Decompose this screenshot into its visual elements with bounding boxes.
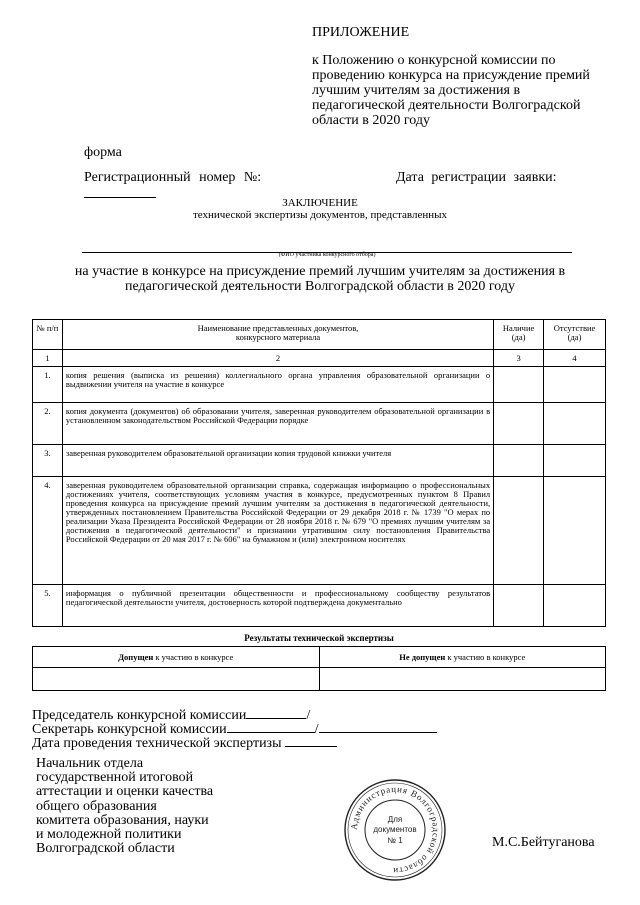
row-number: 2. (33, 403, 63, 445)
secretary-sign-line[interactable] (227, 721, 315, 733)
secretary-slash: / (314, 722, 319, 737)
row-number: 3. (33, 445, 63, 477)
table-row (33, 445, 606, 477)
row-document: копия документа (документов) об образовании учителя, заверенная руководителем образовательной организации в установленном законодательством Российской Федерации порядке (62, 403, 493, 445)
row-document: заверенная руководителем образовательной организации справка, содержащая информацию о профессиональных достижениях учителя, соответствующих условиям участия в конкурсе, предусмотренных пунктом 8 Правил проведения конкурса на присуждение премий лучшим учителям за достижения в педагогической деятельности, утвержденных постановлением Правительства Российской Федерации от 29 декабря 2018 г. № 1739 "О мерах по реализации Указа Президента Российской Федерации от 28 ноября 2018 г. № 679 "О премиях лучшим учителям за достижения в педагогической деятельности" и признании утратившим силу постановления Правительства Российской Федерации от 20 мая 2017 г. № 606" на бумажном и (или) электронном носителях (62, 477, 493, 585)
row-absent-cell[interactable] (544, 477, 606, 585)
row-number: 1. (33, 367, 63, 403)
appendix-header (312, 25, 612, 128)
header-number: № п/п (33, 320, 63, 350)
form-label: форма (84, 145, 122, 160)
chairman-sign-line[interactable] (246, 707, 306, 719)
chief-line: Волгоградской области (36, 841, 175, 857)
results-header-row (33, 647, 606, 668)
appendix-title: ПРИЛОЖЕНИЕ (312, 25, 410, 40)
registration-number-label: Регистрационный номер №: (84, 170, 262, 185)
row-document: копия решения (выписка из решения) коллегиального органа управления образовательной организации о выдвижении учителя на участие в конкурсе (62, 367, 493, 403)
col-number-3: 3 (494, 350, 544, 367)
admitted-cell[interactable] (33, 668, 320, 691)
chief-line: и молодежной политики (36, 827, 182, 843)
chief-line: Начальник отдела (36, 756, 144, 771)
row-absent-cell[interactable] (544, 585, 606, 627)
row-absent-cell[interactable] (544, 367, 606, 403)
expertise-date (32, 735, 337, 751)
chairman-label: Председатель конкурсной комиссии (32, 708, 247, 723)
expertise-date-line[interactable] (285, 735, 337, 747)
row-present-cell[interactable] (494, 403, 544, 445)
row-present-cell[interactable] (494, 585, 544, 627)
col-number-2: 2 (62, 350, 493, 367)
stamp-center-line3: № 1 (387, 836, 403, 845)
header-present: Наличие (да) (494, 320, 544, 350)
row-absent-cell[interactable] (544, 445, 606, 477)
not-admitted-header (319, 647, 606, 668)
results-title: Результаты технической экспертизы (244, 633, 394, 643)
row-present-cell[interactable] (494, 367, 544, 403)
table-row (33, 403, 606, 445)
conclusion-heading (0, 197, 640, 221)
not-admitted-cell[interactable] (319, 668, 606, 691)
documents-table (32, 319, 606, 627)
not-admitted-bold: Не допущен (399, 652, 446, 662)
admitted-bold: Допущен (118, 652, 154, 662)
stamp-center-line2: документов (373, 825, 417, 834)
chairman-slash: / (306, 708, 311, 723)
table-header-row (33, 320, 606, 350)
header-document-name: Наименование представленных документов, конкурсного материала (62, 320, 493, 350)
stamp-ring-text: Администрация Волгоградской области (348, 783, 442, 877)
chief-name: М.С.Бейтуганова (492, 835, 595, 850)
chief-line: комитета образования, науки (36, 812, 209, 828)
stamp-center-line1: Для (387, 815, 403, 824)
conclusion-title: ЗАКЛЮЧЕНИЕ (282, 197, 358, 209)
col-number-1: 1 (33, 350, 63, 367)
col-number-4: 4 (544, 350, 606, 367)
row-present-cell[interactable] (494, 477, 544, 585)
chief-line: общего образования (36, 798, 157, 814)
table-number-row (33, 350, 606, 367)
not-admitted-rest: к участию в конкурсе (445, 652, 526, 662)
secretary-name-line[interactable] (319, 721, 437, 733)
row-number: 4. (33, 477, 63, 585)
row-number: 5. (33, 585, 63, 627)
row-absent-cell[interactable] (544, 403, 606, 445)
chief-line: аттестации и оценки качества (36, 784, 214, 800)
chief-line: государственной итоговой (36, 770, 194, 786)
purpose-text: на участие в конкурсе на присуждение премий лучшим учителям за достижения в педагогической деятельности Волгоградской области в 2020 году (74, 264, 566, 294)
official-stamp (343, 778, 447, 882)
table-row (33, 477, 606, 585)
table-row (33, 367, 606, 403)
table-row (33, 585, 606, 627)
secretary-label: Секретарь конкурсной комиссии (32, 722, 227, 737)
appendix-body: к Положению о конкурсной комиссии по проведению конкурса на присуждение премий лучшим учителям за достижения в педагогической деятельности Волгоградской области в 2020 году (312, 53, 590, 128)
expertise-date-label: Дата проведения технической экспертизы (32, 736, 282, 751)
header-absent: Отсутствие (да) (544, 320, 606, 350)
results-value-row (33, 668, 606, 691)
conclusion-subtitle: технической экспертизы документов, представленных (192, 209, 448, 221)
row-document: заверенная руководителем образовательной организации копия трудовой книжки учителя (62, 445, 493, 477)
chief-position (36, 757, 213, 856)
row-present-cell[interactable] (494, 445, 544, 477)
admitted-rest: к участию в конкурсе (153, 652, 234, 662)
admitted-header (33, 647, 320, 668)
row-document: информация о публичной презентации общественности и профессиональному сообществу результатов педагогической деятельности учителя, достоверность которой подтверждена документально (62, 585, 493, 627)
participant-name-hint: (ФИО участника конкурсного отбора) (278, 252, 376, 258)
registration-date-label: Дата регистрации заявки: (396, 170, 557, 185)
results-table (32, 646, 606, 691)
